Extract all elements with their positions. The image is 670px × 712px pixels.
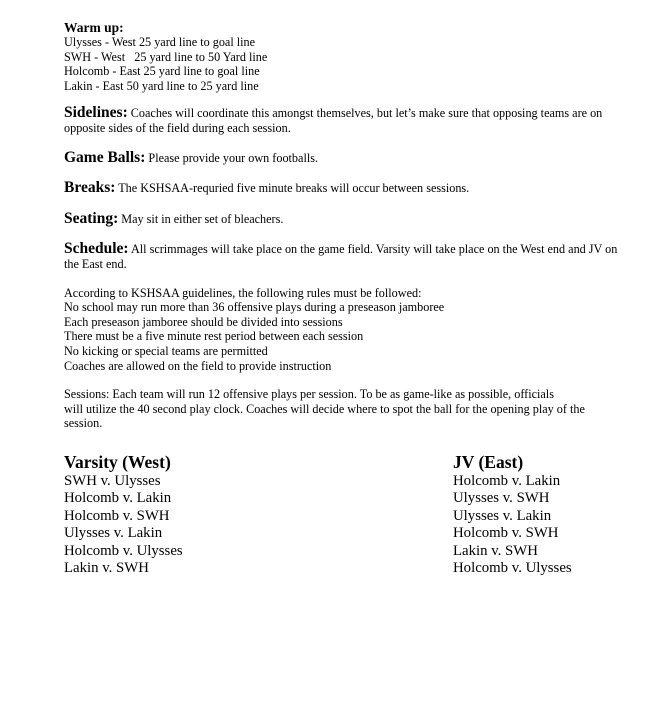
jv-game: Holcomb v. Lakin: [453, 473, 561, 489]
jv-column: [453, 452, 572, 577]
document-page: [64, 18, 630, 431]
rule-item: Coaches are allowed on the field to provide instruction: [64, 358, 332, 373]
warm-up-line: SWH - West 25 yard line to 50 Yard line: [64, 49, 268, 64]
schedule-text: All scrimmages will take place on the game field. Varsity will take place on the West end and JV on the East end.: [64, 242, 618, 271]
schedule-section: [64, 242, 630, 271]
varsity-game: SWH v. Ulysses: [64, 473, 161, 489]
rule-item: No school may run more than 36 offensive plays during a preseason jamboree: [64, 300, 445, 315]
seating-label: Seating:: [64, 209, 119, 227]
varsity-game: Holcomb v. Lakin: [64, 490, 172, 507]
breaks-section: [64, 181, 630, 196]
seating-section: [64, 209, 630, 227]
jv-game: Holcomb v. SWH: [453, 525, 559, 542]
varsity-title: Varsity (West): [64, 452, 171, 472]
rule-item: Each preseason jamboree should be divided into sessions: [64, 314, 343, 329]
sidelines-text: Coaches will coordinate this amongst themselves, but let’s make sure that opposing teams are on opposite sides of the field during each session.: [64, 106, 603, 135]
rules-section: [64, 286, 630, 374]
sessions-section: [64, 387, 630, 431]
seating-text: May sit in either set of bleachers.: [121, 211, 284, 226]
sessions-line: session.: [64, 416, 103, 431]
game-balls-label: Game Balls:: [64, 148, 146, 166]
jv-game: Lakin v. SWH: [453, 542, 538, 559]
breaks-text: The KSHSAA-requried five minute breaks will occur between sessions.: [118, 181, 470, 196]
rules-intro: According to KSHSAA guidelines, the following rules must be followed:: [64, 285, 422, 300]
game-balls-section: [64, 148, 630, 166]
varsity-game: Holcomb v. SWH: [64, 507, 170, 524]
jv-title: JV (East): [453, 452, 524, 472]
breaks-label: Breaks:: [64, 179, 116, 197]
warm-up-line: Holcomb - East 25 yard line to goal line: [64, 64, 260, 79]
varsity-column: [64, 452, 183, 577]
jv-game: Ulysses v. Lakin: [453, 507, 552, 524]
sessions-line: Sessions: Each team will run 12 offensive plays per session. To be as game-like as possible, officials: [64, 387, 554, 402]
sessions-line: will utilize the 40 second play clock. Coaches will decide where to spot the ball for the opening play of the: [64, 401, 585, 416]
warm-up-line: Lakin - East 50 yard line to 25 yard line: [64, 78, 259, 93]
rule-item: There must be a five minute rest period between each session: [64, 329, 364, 344]
jv-game: Ulysses v. SWH: [453, 490, 550, 507]
sidelines-section: [64, 106, 630, 135]
varsity-game: Lakin v. SWH: [64, 560, 149, 577]
warm-up-line: Ulysses - West 25 yard line to goal line: [64, 35, 256, 49]
warm-up-title: Warm up:: [64, 20, 124, 35]
varsity-game: Holcomb v. Ulysses: [64, 542, 183, 559]
jv-game: Holcomb v. Ulysses: [453, 560, 572, 577]
schedule-label: Schedule:: [64, 240, 129, 258]
warm-up-section: [64, 20, 630, 93]
varsity-game: Ulysses v. Lakin: [64, 525, 163, 542]
rule-item: No kicking or special teams are permitted: [64, 343, 268, 358]
sidelines-label: Sidelines:: [64, 104, 128, 122]
game-balls-text: Please provide your own footballs.: [148, 150, 318, 165]
